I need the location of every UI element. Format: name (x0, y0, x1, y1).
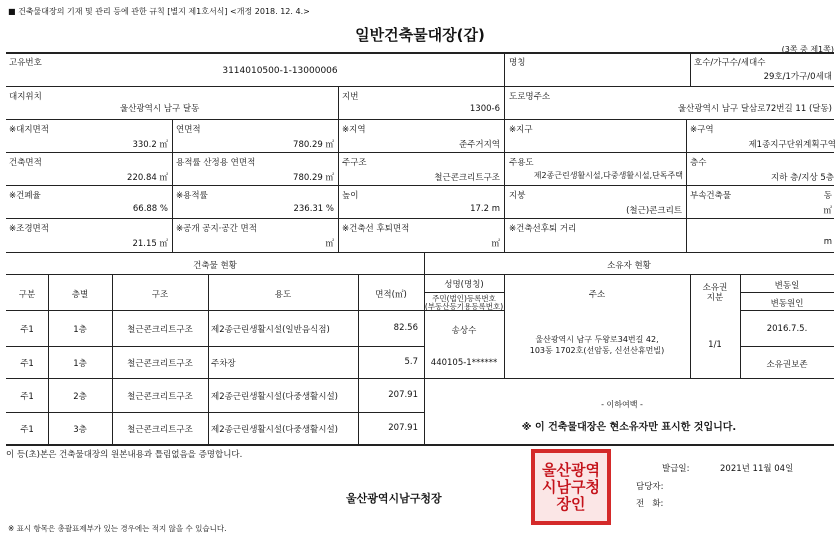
page-info: (3쪽 중 제1쪽) (781, 45, 834, 54)
header-change-date: 변동일 (774, 281, 800, 291)
cell-area: 5.7 (404, 357, 418, 367)
owner-share: 1/1 (708, 340, 722, 350)
row-divider (6, 252, 834, 253)
header-owner-address: 주소 (588, 290, 606, 300)
staff-label: 담당자: (636, 482, 664, 492)
owner-section-title: 소유자 현황 (607, 261, 651, 271)
far-area-label: 용적률 산정용 연면적 (176, 158, 256, 168)
cell-kind: 주1 (20, 425, 34, 435)
name-label: 명칭 (509, 58, 526, 68)
cell-area: 207.91 (388, 390, 418, 400)
cell-use: 제2종근린생활시설(다중생활시설) (211, 392, 338, 402)
end-mark: - 이하여백 - (601, 400, 643, 409)
change-reason: 소유권보존 (766, 360, 808, 370)
form-note: ■ 건축물대장의 기재 및 관리 등에 관한 규칙 [별지 제1호서식] <개정 2018. 12. 4.> (8, 7, 310, 16)
total-area-value: 780.29 ㎡ (293, 140, 334, 150)
bcr-label: ※건폐율 (9, 191, 41, 201)
header-floor: 층별 (71, 290, 89, 300)
row-divider (6, 119, 834, 120)
cell-use: 제2종근린생활시설(다중생활시설) (211, 425, 338, 435)
header-change-reason: 변동원인 (770, 299, 804, 309)
header-owner-id: 주민(법인)등록번호 (부동산등기용등록번호) (424, 294, 504, 311)
bottom-note: ※ 표시 항목은 총괄표제부가 있는 경우에는 적지 않을 수 있습니다. (8, 524, 227, 533)
cell-floor: 1층 (73, 325, 87, 335)
owner-address-line1: 울산광역시 남구 두왕로34번길 42, (535, 335, 659, 344)
total-area-label: 연면적 (176, 125, 201, 135)
cell-structure: 철근콘크리트구조 (127, 425, 193, 435)
far-area-value: 780.29 ㎡ (293, 173, 334, 183)
issue-date: 2021년 11월 04일 (720, 464, 794, 474)
roof-value: (철근)콘크리트 (626, 206, 682, 216)
units-label: 호수/가구수/세대수 (694, 58, 766, 68)
lot-label: 지번 (342, 92, 359, 102)
header-owner-share: 소유권 지분 (702, 283, 728, 303)
site-area-label: ※대지면적 (9, 125, 49, 135)
far-label: ※용적률 (176, 191, 208, 201)
cell-kind: 주1 (20, 359, 34, 369)
header-area: 면적(㎡) (375, 290, 407, 300)
height-value: 17.2 m (470, 204, 500, 214)
setback-distance-value: m (823, 237, 832, 247)
issuer: 울산광역시남구청장 (346, 492, 442, 505)
zone-value: 준주거지역 (458, 140, 500, 150)
issue-date-label: 발급일: (662, 464, 690, 474)
units-value: 29호/1가구/0세대 (763, 72, 832, 82)
cell-floor: 1층 (73, 359, 87, 369)
setback-area-value: ㎡ (491, 239, 500, 249)
area-label: ※구역 (690, 125, 714, 135)
main-use-label: 주용도 (509, 158, 534, 168)
row-divider (6, 152, 834, 153)
zone-label: ※지역 (342, 125, 366, 135)
building-area-value: 220.84 ㎡ (127, 173, 168, 183)
landscape-value: 21.15 ㎡ (132, 239, 168, 249)
location-label: 대지위치 (9, 92, 42, 102)
change-date: 2016.7.5. (766, 324, 808, 334)
official-seal (531, 449, 611, 525)
cell-kind: 주1 (20, 392, 34, 402)
road-address-value: 울산광역시 남구 달삼로72번길 11 (달동) (677, 104, 832, 114)
row-divider (6, 86, 834, 87)
setback-area-label: ※건축선 후퇴면적 (342, 224, 410, 234)
bcr-value: 66.88 % (132, 204, 168, 214)
site-area-value: 330.2 ㎡ (132, 140, 168, 150)
annex-label: 부속건축물 (690, 191, 732, 201)
row-divider (6, 218, 834, 219)
header-kind: 구분 (18, 290, 36, 300)
cell-floor: 3층 (73, 425, 87, 435)
cell-structure: 철근콘크리트구조 (127, 325, 193, 335)
cell-structure: 철근콘크리트구조 (127, 359, 193, 369)
public-space-value: ㎡ (325, 239, 334, 249)
owner-id: 440105-1****** (430, 358, 498, 368)
row-divider (6, 274, 834, 275)
cell-use: 제2종근린생활시설(일반음식점) (211, 325, 330, 335)
current-owner-notice: ※ 이 건축물대장은 현소유자만 표시한 것입니다. (521, 422, 737, 433)
header-structure: 구조 (151, 290, 169, 300)
main-use-value: 제2종근린생활시설,다중생활시설,단독주택 (533, 171, 683, 180)
unique-no-label: 고유번호 (9, 58, 42, 68)
lot-value: 1300-6 (469, 104, 500, 114)
row-divider (6, 185, 834, 186)
setback-distance-label: ※건축선후퇴 거리 (509, 224, 577, 234)
seal-text: 울산광역시남구청장인 (542, 460, 600, 513)
area-value: 제1종지구단위계획구역 (748, 140, 836, 150)
location-value: 울산광역시 남구 달동 (120, 104, 200, 114)
phone-label: 전 화: (636, 499, 664, 509)
cell-structure: 철근콘크리트구조 (127, 392, 193, 402)
roof-label: 지붕 (509, 191, 526, 201)
header-use: 용도 (274, 290, 292, 300)
floors-label: 층수 (690, 158, 707, 168)
main-structure-value: 철근콘크리트구조 (434, 173, 500, 183)
certify-text: 이 등(초)본은 건축물대장의 원본내용과 틀림없음을 증명합니다. (6, 450, 243, 460)
table-top-border (6, 52, 834, 54)
owner-name: 송상수 (451, 326, 477, 336)
owner-address-line2: 103동 1702호(선암동, 신선산휴먼빌) (529, 346, 665, 355)
cell-use: 주차장 (211, 359, 236, 369)
annex-unit: ㎡ (823, 206, 832, 216)
public-space-label: ※공개 공지·공간 면적 (176, 224, 257, 234)
building-section-title: 건축물 현황 (193, 261, 237, 271)
road-address-label: 도로명주소 (509, 92, 551, 102)
annex-value: 동 (823, 191, 832, 201)
cell-kind: 주1 (20, 325, 34, 335)
header-owner-name: 성명(명칭) (444, 280, 484, 290)
cell-area: 82.56 (393, 323, 418, 333)
cell-floor: 2층 (73, 392, 87, 402)
cell-area: 207.91 (388, 423, 418, 433)
district-label: ※지구 (509, 125, 533, 135)
page-title: 일반건축물대장(갑) (355, 26, 485, 44)
height-label: 높이 (342, 191, 359, 201)
landscape-label: ※조경면적 (9, 224, 49, 234)
far-value: 236.31 % (293, 204, 334, 214)
building-area-label: 건축면적 (9, 158, 42, 168)
floors-value: 지하 층/지상 5층 (771, 173, 834, 183)
unique-no-value: 3114010500-1-13000006 (222, 66, 338, 76)
main-structure-label: 주구조 (342, 158, 367, 168)
